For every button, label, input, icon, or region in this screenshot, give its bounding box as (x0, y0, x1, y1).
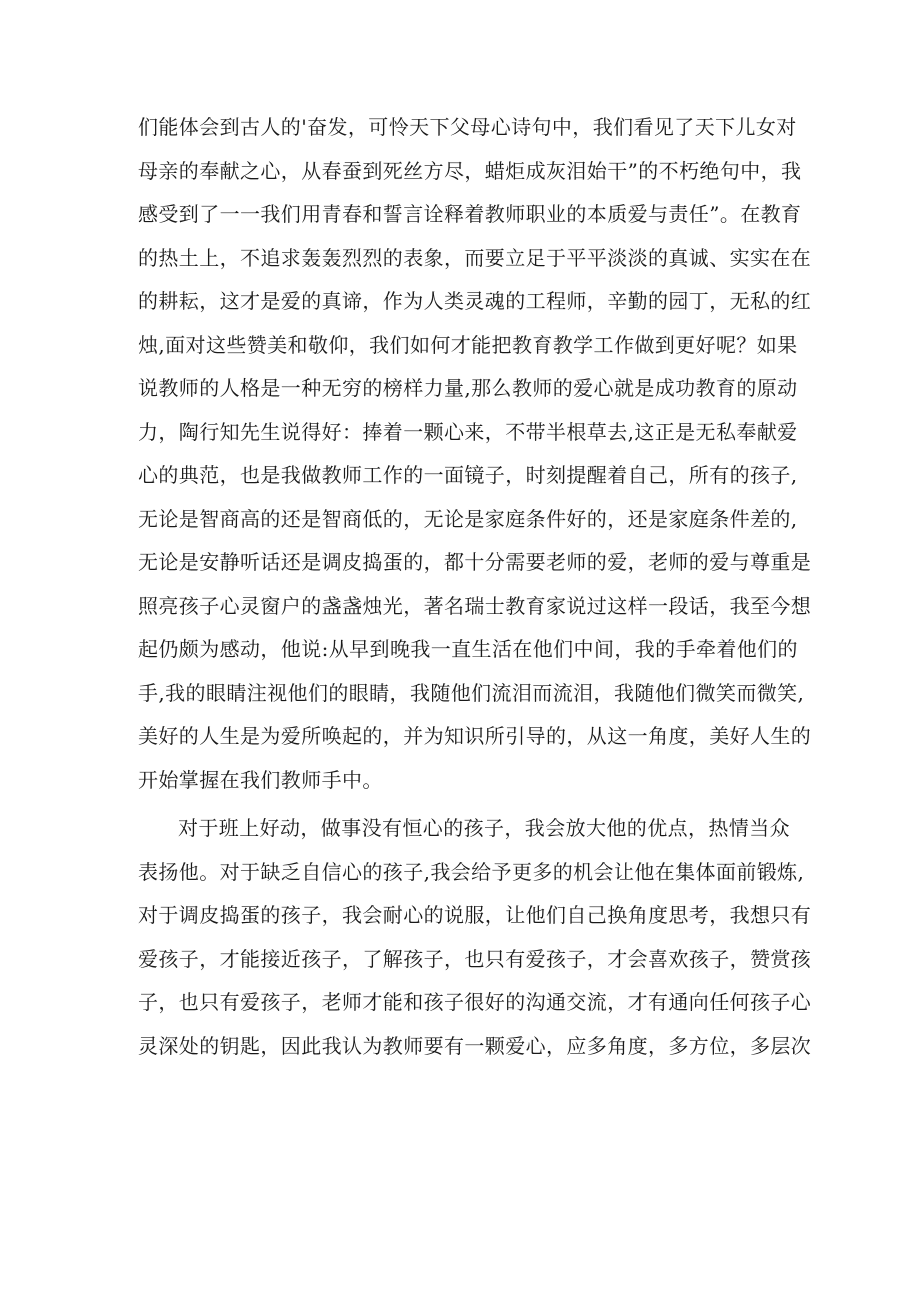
paragraph-2 (138, 807, 812, 1068)
text-line: 烛,面对这些赞美和敬仰，我们如何才能把教育教学工作做到更好呢？如果 (138, 332, 798, 357)
text-line: 手,我的眼睛注视他们的眼睛，我随他们流泪而流泪，我随他们微笑而微笑, (138, 680, 805, 705)
text-line: 对于调皮捣蛋的孩子，我会耐心的说服，让他们自己换角度思考，我想只有 (138, 903, 812, 927)
text-line: 无论是智商高的还是智商低的，无论是家庭条件好的，还是家庭条件差的, (138, 506, 798, 531)
text-line: 开始掌握在我们教师手中。 (138, 767, 383, 792)
text-line: 起仍颇为感动，他说:从早到晚我一直生活在他们中间，我的手牵着他们的 (138, 637, 798, 661)
text-line: 无论是安静听话还是调皮捣蛋的，都十分需要老师的爱，老师的爱与尊重是 (138, 550, 812, 574)
text-line: 爱孩子，才能接近孩子，了解孩子，也只有爱孩子，才会喜欢孩子，赞赏孩 (138, 946, 812, 971)
paragraph-1 (138, 106, 812, 802)
text-line: 感受到了一一我们用青春和誓言诠释着教师职业的本质爱与责任”。在教育 (138, 202, 802, 226)
text-line: 灵深处的钥匙，因此我认为教师要有一颗爱心，应多角度，多方位，多层次 (138, 1033, 812, 1058)
text-line: 表扬他。对于缺乏自信心的孩子,我会给予更多的机会让他在集体面前锻炼, (138, 859, 805, 884)
text-line: 说教师的人格是一种无穷的榜样力量,那么教师的爱心就是成功教育的原动 (138, 376, 798, 400)
text-line: 对于班上好动，做事没有恒心的孩子，我会放大他的优点，热情当众 (178, 816, 790, 840)
text-line: 心的典范，也是我做教师工作的一面镜子，时刻提醒着自己，所有的孩子, (138, 463, 798, 487)
text-line: 美好的人生是为爱所唤起的，并为知识所引导的，从这一角度，美好人生的 (138, 724, 812, 748)
text-line: 的热土上，不追求轰轰烈烈的表象，而要立足于平平淡淡的真诚、实实在在 (138, 245, 812, 270)
text-line: 的耕耘，这才是爱的真谛，作为人类灵魂的工程师，辛勤的园丁，无私的红 (138, 289, 812, 313)
text-line: 们能体会到古人的'奋发，可怜天下父母心诗句中，我们看见了天下儿女对 (138, 115, 797, 139)
text-line: 母亲的奉献之心，从春蚕到死丝方尽，蜡炬成灰泪始干”的不朽绝句中，我 (138, 158, 802, 183)
text-line: 力，陶行知先生说得好：捧着一颗心来，不带半根草去,这正是无私奉献爱 (138, 419, 798, 444)
document-body (138, 106, 812, 1068)
text-line: 子，也只有爱孩子，老师才能和孩子很好的沟通交流，才有通向任何孩子心 (138, 990, 812, 1014)
text-line: 照亮孩子心灵窗户的盏盏烛光，著名瑞士教育家说过这样一段话，我至今想 (138, 593, 812, 618)
